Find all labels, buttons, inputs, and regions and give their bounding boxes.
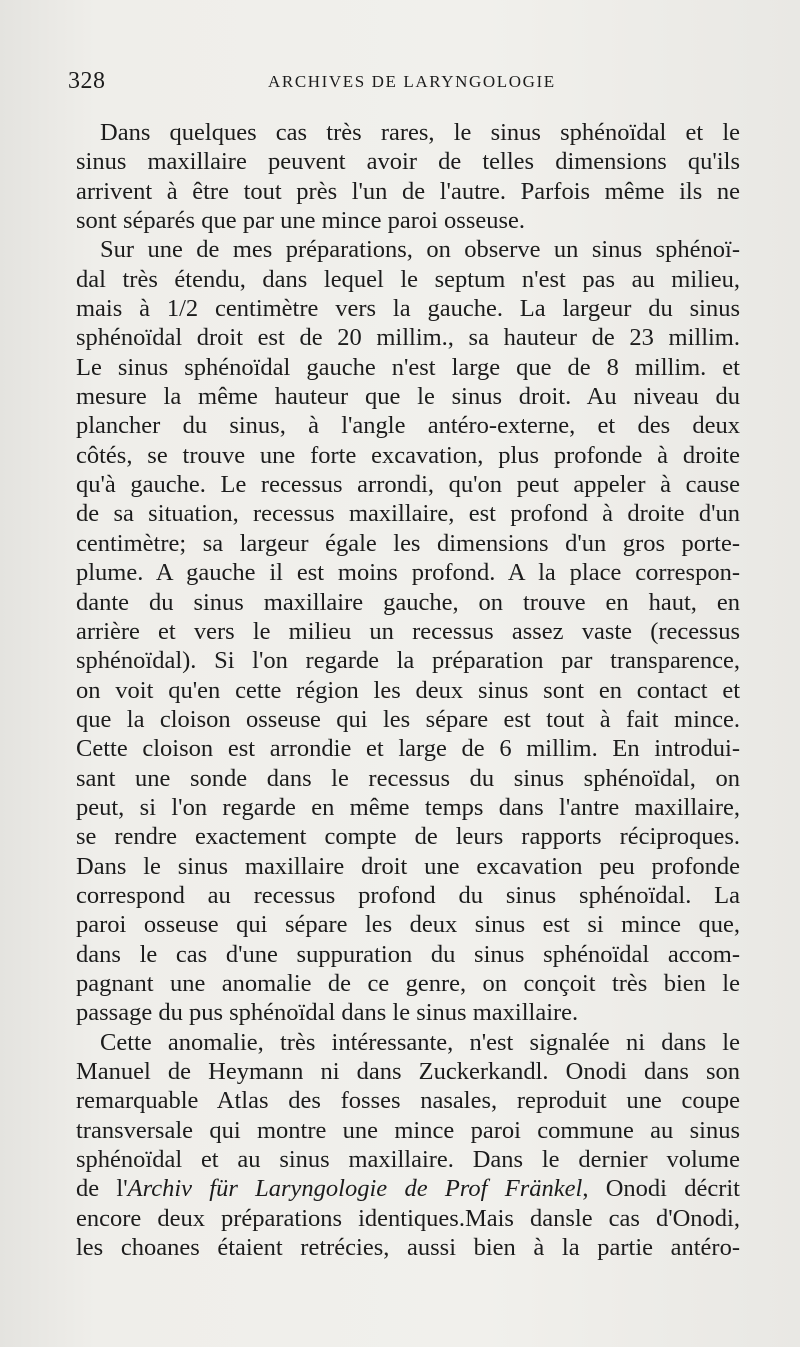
- page-header: [68, 68, 728, 98]
- text-line: plume. A gauche il est moins profond. A la place correspon-: [76, 559, 740, 587]
- text-line: mesure la même hauteur que le sinus droit. Au niveau du: [76, 383, 740, 411]
- text-line: se rendre exactement compte de leurs rapports réciproques.: [76, 823, 740, 851]
- text-line: sinus maxillaire peuvent avoir de telles dimensions qu'ils: [76, 148, 740, 176]
- text-line: dante du sinus maxillaire gauche, on trouve en haut, en: [76, 588, 740, 616]
- body-text: [76, 118, 740, 1262]
- text-fragment: , Onodi décrit: [582, 1175, 740, 1203]
- text-line: que la cloison osseuse qui les sépare est tout à fait mince.: [76, 705, 740, 733]
- text-line: Le sinus sphénoïdal gauche n'est large que de 8 millim. et: [76, 353, 740, 381]
- text-line: côtés, se trouve une forte excavation, plus profonde à droite: [76, 441, 740, 469]
- text-fragment: de l': [76, 1175, 128, 1203]
- running-title: ARCHIVES DE LARYNGOLOGIE: [268, 72, 556, 91]
- text-line: Dans quelques cas très rares, le sinus sphénoïdal et le: [100, 119, 740, 146]
- text-line: paroi osseuse qui sépare les deux sinus est si mince que,: [76, 911, 740, 939]
- text-line: Sur une de mes préparations, on observe un sinus sphénoï-: [100, 236, 740, 264]
- text-line: les choanes étaient retrécies, aussi bien à la partie antéro-: [76, 1234, 740, 1262]
- text-line: on voit qu'en cette région les deux sinus sont en contact et: [76, 676, 740, 704]
- text-line: encore deux préparations identiques.Mais dansle cas d'Onodi,: [76, 1204, 740, 1232]
- text-line: centimètre; sa largeur égale les dimensions d'un gros porte-: [76, 529, 740, 557]
- text-line: dal très étendu, dans lequel le septum n'est pas au milieu,: [76, 265, 740, 293]
- text-line: arrivent à être tout près l'un de l'autre. Parfois même ils ne: [76, 177, 740, 205]
- text-line: correspond au recessus profond du sinus sphénoïdal. La: [76, 881, 740, 909]
- text-line: pagnant une anomalie de ce genre, on conçoit très bien le: [76, 969, 740, 997]
- text-line: qu'à gauche. Le recessus arrondi, qu'on peut appeler à cause: [76, 471, 740, 499]
- text-line: transversale qui montre une mince paroi commune au sinus: [76, 1116, 740, 1144]
- text-line: Cette anomalie, très intéressante, n'est signalée ni dans le: [100, 1028, 740, 1056]
- text-line: Dans le sinus maxillaire droit une excavation peu profonde: [76, 852, 740, 880]
- text-line: peut, si l'on regarde en même temps dans l'antre maxillaire,: [76, 793, 740, 821]
- text-line: Cette cloison est arrondie et large de 6 millim. En introdui-: [76, 735, 740, 763]
- text-line: sphénoïdal droit est de 20 millim., sa hauteur de 23 millim.: [76, 324, 740, 352]
- text-line: de sa situation, recessus maxillaire, est profond à droite d'un: [76, 500, 740, 528]
- text-line: passage du pus sphénoïdal dans le sinus maxillaire.: [76, 999, 579, 1027]
- text-line: plancher du sinus, à l'angle antéro-externe, et des deux: [76, 412, 740, 440]
- text-line: remarquable Atlas des fosses nasales, reproduit une coupe: [76, 1087, 740, 1115]
- text-line: arrière et vers le milieu un recessus assez vaste (recessus: [76, 617, 740, 645]
- text-line: sant une sonde dans le recessus du sinus sphénoïdal, on: [76, 764, 740, 792]
- text-line: mais à 1/2 centimètre vers la gauche. La largeur du sinus: [76, 295, 740, 323]
- text-line: Manuel de Heymann ni dans Zuckerkandl. Onodi dans son: [76, 1058, 740, 1085]
- text-line: sont séparés que par une mince paroi osseuse.: [76, 207, 526, 235]
- text-line-with-italic: [76, 1174, 740, 1203]
- journal-title-italic: Archiv für Laryngologie de Prof Fränkel: [127, 1175, 583, 1203]
- page-number: 328: [68, 68, 106, 94]
- text-line: sphénoïdal). Si l'on regarde la préparation par transparence,: [76, 647, 740, 675]
- text-line: dans le cas d'une suppuration du sinus sphénoïdal accom-: [76, 940, 740, 968]
- text-line: sphénoïdal et au sinus maxillaire. Dans le dernier volume: [76, 1146, 740, 1174]
